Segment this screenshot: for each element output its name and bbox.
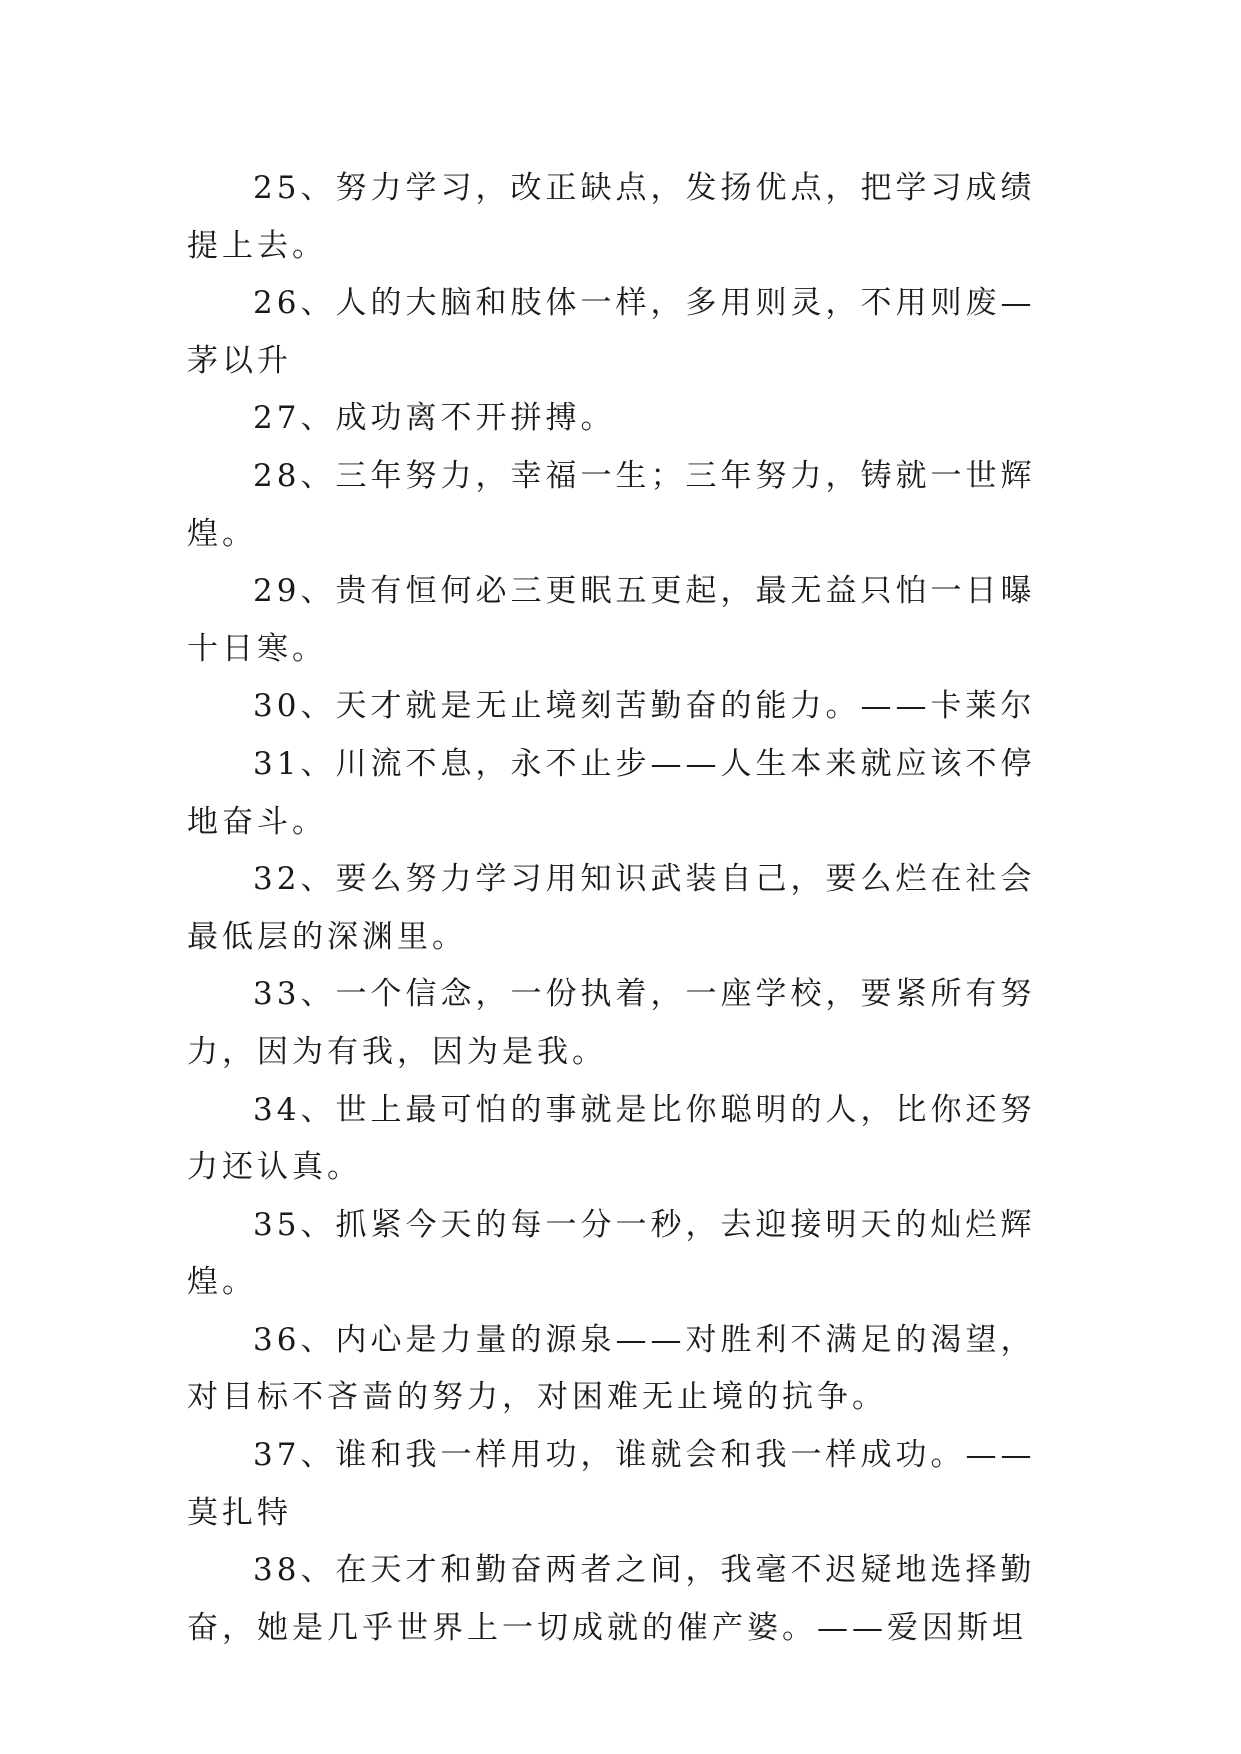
quote-28: 28、三年努力，幸福一生；三年努力，铸就一世辉煌。 [187,457,1036,552]
quote-35: 35、抓紧今天的每一分一秒，去迎接明天的灿烂辉煌。 [187,1206,1036,1301]
quote-25: 25、努力学习，改正缺点，发扬优点，把学习成绩提上去。 [187,170,1036,264]
quote-37: 37、谁和我一样用功，谁就会和我一样成功。——莫扎特 [187,1437,1036,1531]
quote-32: 32、要么努力学习用知识武装自己，要么烂在社会最低层的深渊里。 [187,861,1036,955]
quote-29: 29、贵有恒何必三更眠五更起，最无益只怕一日曝十日寒。 [187,573,1036,667]
quote-38: 38、在天才和勤奋两者之间，我毫不迟疑地选择勤奋，她是几乎世界上一切成就的催产婆。——爱因斯坦 [187,1552,1036,1646]
quote-30: 30、天才就是无止境刻苦勤奋的能力。——卡莱尔 [253,688,1036,725]
quote-26: 26、人的大脑和肢体一样，多用则灵，不用则废—茅以升 [187,285,1036,379]
quote-list [187,160,1067,1657]
quote-31: 31、川流不息，永不止步——人生本来就应该不停地奋斗。 [187,745,1036,840]
quote-34: 34、世上最可怕的事就是比你聪明的人，比你还努力还认真。 [187,1091,1036,1186]
quote-27: 27、成功离不开拼搏。 [253,400,616,437]
quote-33: 33、一个信念，一份执着，一座学校，要紧所有努力，因为有我，因为是我。 [187,976,1036,1070]
quote-36: 36、内心是力量的源泉——对胜利不满足的渴望，对目标不吝啬的努力，对困难无止境的抗争。 [187,1321,1036,1416]
